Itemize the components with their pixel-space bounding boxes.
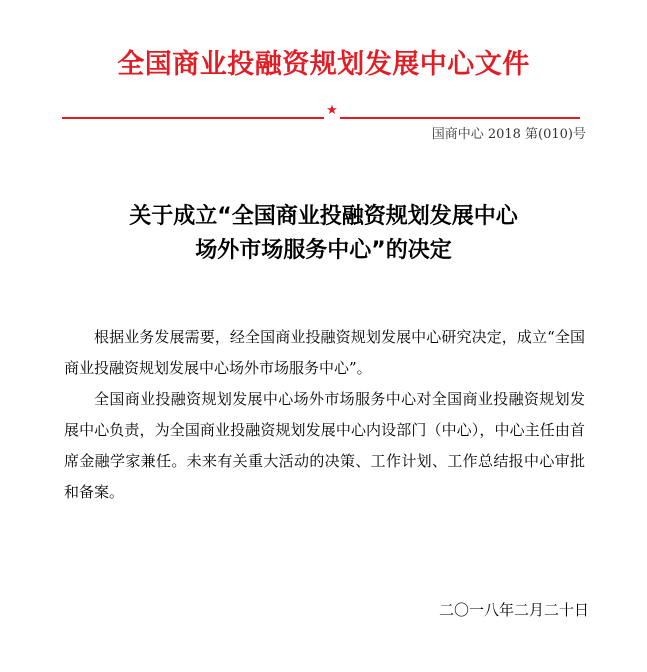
star-icon: ★ <box>326 103 338 118</box>
document-title-line-1: 关于成立“全国商业投融资规划发展中心 <box>129 204 518 229</box>
document-number: 国商中心 2018 第(010)号 <box>431 127 586 142</box>
divider-line-left <box>62 117 324 119</box>
body-paragraph-1: 根据业务发展需要，经全国商业投融资规划发展中心研究决定，成立“全国商业投融资规划发展中心场外市场服务中心”。 <box>64 328 585 377</box>
document-title-line-2: 场外市场服务中心”的决定 <box>195 238 452 263</box>
document-date: 二〇一八年二月二十日 <box>438 601 589 619</box>
document-title <box>0 200 647 268</box>
document-body <box>64 322 585 508</box>
document-header-title: 全国商业投融资规划发展中心文件 <box>117 49 530 80</box>
body-paragraph-2: 全国商业投融资规划发展中心场外市场服务中心对全国商业投融资规划发展中心负责，为全国商业投融资规划发展中心内设部门（中心），中心主任由首席金融学家兼任。未来有关重大活动的决策、工作计划、工作总结报中心审批和备案。 <box>64 390 585 501</box>
header-divider <box>62 100 580 120</box>
divider-line-right <box>340 117 580 119</box>
